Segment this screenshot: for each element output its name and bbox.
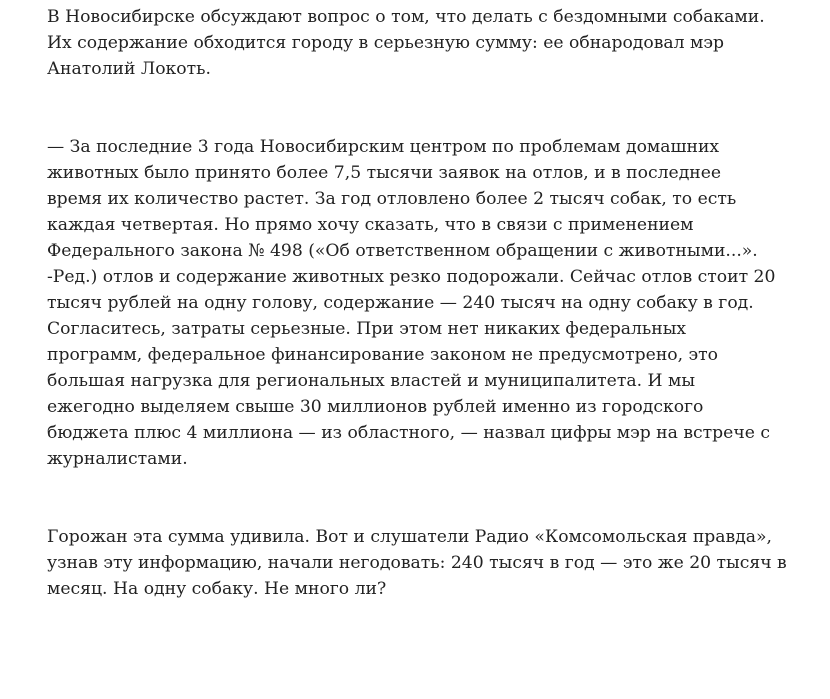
text-line: бюджета плюс 4 миллиона — из областного, — назвал цифры мэр на встрече с <box>47 423 770 443</box>
text-line: большая нагрузка для региональных властей и муниципалитета. И мы <box>47 371 696 391</box>
text-line: время их количество растет. За год отловлено более 2 тысяч собак, то есть <box>47 189 737 209</box>
paragraph-spacer <box>47 472 822 524</box>
article-body <box>47 4 822 602</box>
text-line: каждая четвертая. Но прямо хочу сказать, что в связи с применением <box>47 215 694 235</box>
paragraph-spacer <box>47 82 822 134</box>
text-line: Анатолий Локоть. <box>47 59 211 79</box>
text-line: ежегодно выделяем свыше 30 миллионов рублей именно из городского <box>47 397 704 417</box>
text-line: В Новосибирске обсуждают вопрос о том, что делать с бездомными собаками. <box>47 7 765 27</box>
text-line: Горожан эта сумма удивила. Вот и слушатели Радио «Комсомольская правда», <box>47 527 773 547</box>
paragraph-reaction <box>47 524 822 602</box>
text-line: Федерального закона № 498 («Об ответственном обращении с животными...». <box>47 241 758 261</box>
text-line: месяц. На одну собаку. Не много ли? <box>47 579 387 599</box>
paragraph-intro <box>47 4 822 82</box>
text-line: Их содержание обходится городу в серьезную сумму: ее обнародовал мэр <box>47 33 725 53</box>
text-line: узнав эту информацию, начали негодовать: 240 тысяч в год — это же 20 тысяч в <box>47 553 787 573</box>
text-line: -Ред.) отлов и содержание животных резко подорожали. Сейчас отлов стоит 20 <box>47 267 776 287</box>
text-line: животных было принято более 7,5 тысячи заявок на отлов, и в последнее <box>47 163 722 183</box>
text-line: Согласитесь, затраты серьезные. При этом нет никаких федеральных <box>47 319 687 339</box>
text-line: тысяч рублей на одну голову, содержание — 240 тысяч на одну собаку в год. <box>47 293 754 313</box>
text-line: программ, федеральное финансирование законом не предусмотрено, это <box>47 345 719 365</box>
text-line: — За последние 3 года Новосибирским центром по проблемам домашних <box>47 137 720 157</box>
text-line: журналистами. <box>47 449 188 469</box>
paragraph-quote <box>47 134 822 472</box>
